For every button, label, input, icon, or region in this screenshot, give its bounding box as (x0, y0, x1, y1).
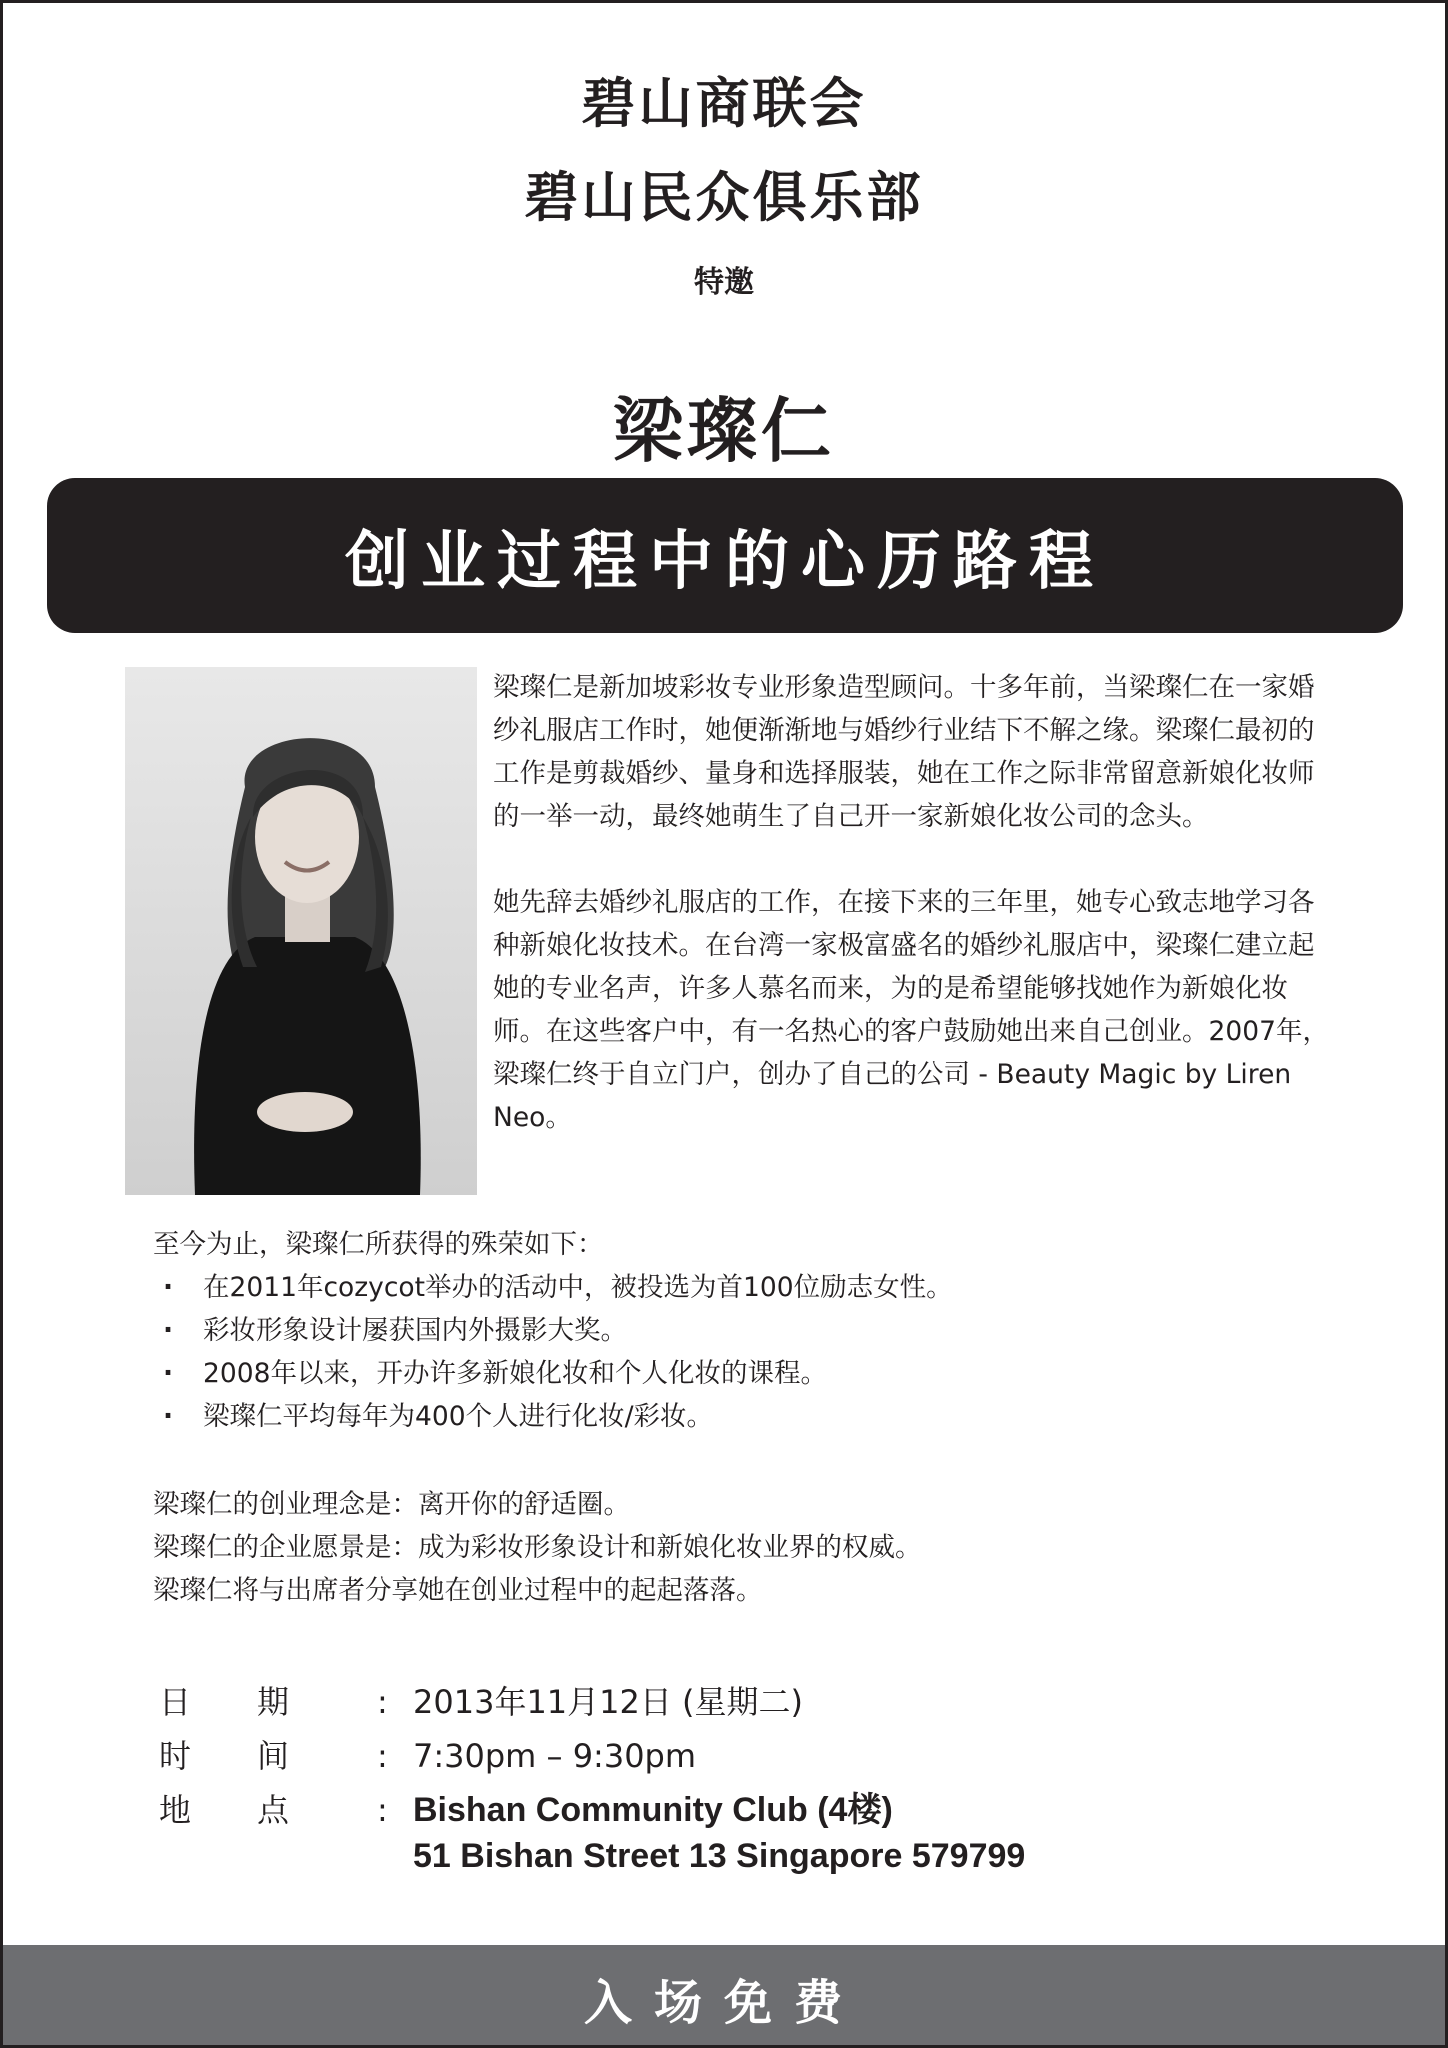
honor-item: · 梁璨仁平均每年为400个人进行化妆/彩妆。 (153, 1395, 1303, 1438)
free-admission-label: 入场免费 (583, 1974, 864, 2031)
honor-item: · 2008年以来，开办许多新娘化妆和个人化妆的课程。 (153, 1352, 1303, 1395)
date-value: 2013年11月12日 (星期二) (413, 1683, 804, 1721)
honor-item: · 在2011年cozycot举办的活动中，被投选为首100位励志女性。 (153, 1266, 1303, 1309)
philosophy-line: 梁璨仁的创业理念是：离开你的舒适圈。 (153, 1489, 630, 1520)
bio-paragraph-1: 梁璨仁是新加坡彩妆专业形象造型顾问。十多年前，当梁璨仁在一家婚纱礼服店工作时，她便渐渐地与婚纱行业结下不解之缘。梁璨仁最初的工作是剪裁婚纱、量身和选择服装，她在工作之际非常留意新娘化妆师的一举一动，最终她萌生了自己开一家新娘化妆公司的念头。 (493, 672, 1315, 832)
speaker-bio (493, 666, 1338, 1139)
honors-intro: 至今为止，梁璨仁所获得的殊荣如下： (153, 1229, 604, 1260)
bio-paragraph-2: 她先辞去婚纱礼服店的工作，在接下来的三年里，她专心致志地学习各种新娘化妆技术。在台湾一家极富盛名的婚纱礼服店中，梁璨仁建立起她的专业名声，许多人慕名而来，为的是希望能够找她作为新娘化妆师。在这些客户中，有一名热心的客户鼓励她出来自己创业。2007年，梁璨仁终于自立门户，创办了自己的公司 - Beauty Magic by Liren Neo。 (493, 887, 1329, 1133)
title-banner (47, 478, 1403, 633)
organizer-line-1: 碧山商联会 (581, 72, 867, 135)
venue-address: 51 Bishan Street 13 Singapore 579799 (413, 1837, 1026, 1875)
date-label: 日 期 (159, 1683, 289, 1721)
venue-value: Bishan Community Club (4楼) (413, 1791, 893, 1829)
footer-banner (3, 1945, 1445, 2048)
organizer-line-2: 碧山民众俱乐部 (524, 166, 924, 229)
honors-list (153, 1266, 1303, 1438)
time-colon: : (377, 1737, 388, 1775)
invite-label: 特邀 (694, 265, 754, 300)
vision-line: 梁璨仁的企业愿景是：成为彩妆形象设计和新娘化妆业界的权威。 (153, 1532, 922, 1563)
philosophy-section (153, 1483, 1303, 1612)
sharing-line: 梁璨仁将与出席者分享她在创业过程中的起起落落。 (153, 1575, 763, 1606)
venue-label: 地 点 (159, 1791, 289, 1829)
date-colon: : (377, 1683, 388, 1721)
time-value: 7:30pm – 9:30pm (413, 1737, 697, 1775)
honors-section (153, 1223, 1303, 1438)
talk-title: 创业过程中的心历路程 (345, 524, 1105, 599)
honor-item: · 彩妆形象设计屡获国内外摄影大奖。 (153, 1309, 1303, 1352)
time-label: 时 间 (159, 1737, 289, 1775)
venue-colon: : (377, 1791, 388, 1829)
speaker-photo (125, 667, 477, 1195)
speaker-name: 梁璨仁 (613, 390, 835, 472)
